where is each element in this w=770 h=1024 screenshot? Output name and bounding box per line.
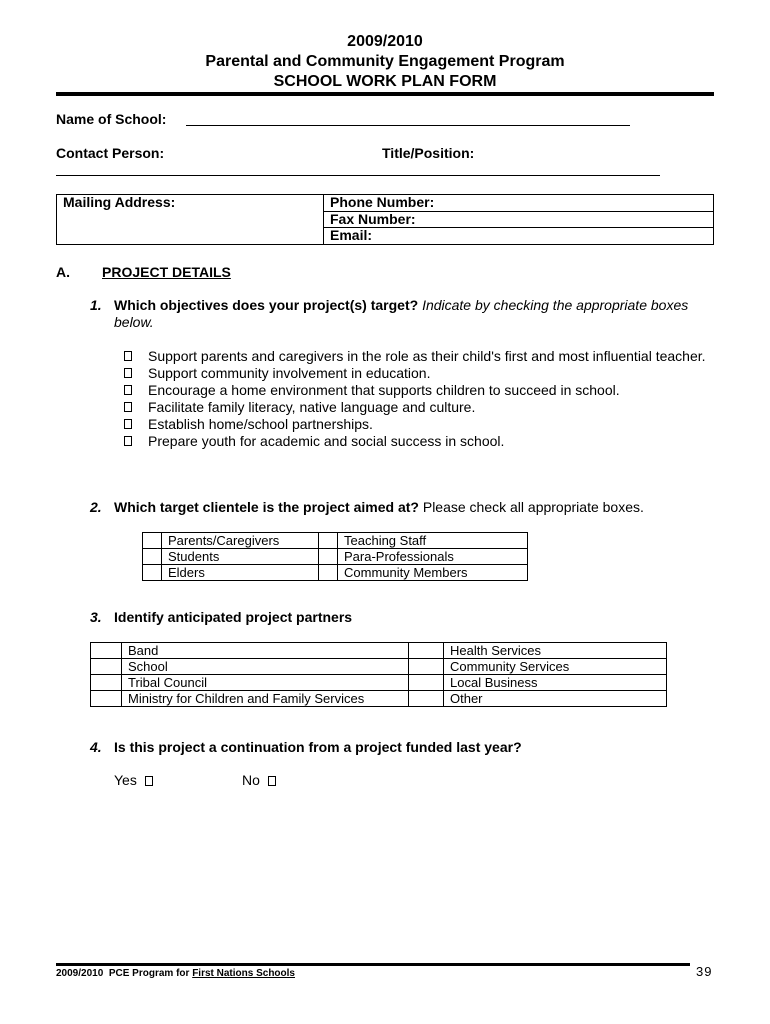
yes-checkbox[interactable] — [145, 776, 153, 786]
objective-item — [120, 348, 718, 365]
q3-num: 3. — [90, 609, 102, 625]
q1-num: 1. — [90, 297, 102, 313]
objective-label: Facilitate family literacy, native language and culture. — [148, 399, 476, 415]
q3-question: Identify anticipated project partners — [114, 609, 353, 625]
mailing-address-label: Mailing Address: — [63, 194, 176, 210]
partner-label: Ministry for Children and Family Services — [122, 691, 409, 707]
footer-rule — [56, 963, 690, 966]
partner-label: Health Services — [444, 643, 667, 659]
partner-checkbox[interactable] — [409, 659, 444, 675]
objective-checkbox[interactable] — [124, 436, 132, 446]
clientele-label: Students — [162, 549, 319, 565]
partner-label: School — [122, 659, 409, 675]
clientele-checkbox[interactable] — [319, 533, 338, 549]
contact-person-label: Contact Person: — [56, 145, 165, 161]
partner-checkbox[interactable] — [91, 675, 122, 691]
mailing-table — [56, 194, 714, 245]
clientele-label: Teaching Staff — [338, 533, 528, 549]
phone-number-label: Phone Number: — [330, 194, 435, 210]
q4-num: 4. — [90, 739, 102, 755]
footer-link: First Nations Schools — [192, 968, 295, 979]
objective-label: Encourage a home environment that supports children to succeed in school. — [148, 382, 620, 398]
q2-question: Which target clientele is the project aimed at? — [114, 499, 419, 515]
q2-instruction: Please check all appropriate boxes. — [422, 499, 644, 515]
email-label: Email: — [330, 227, 373, 244]
section-a-title: PROJECT DETAILS — [102, 264, 231, 280]
school-name-field[interactable] — [186, 125, 630, 126]
q2-num: 2. — [90, 499, 102, 515]
no-label: No — [242, 772, 260, 788]
table-row — [91, 691, 667, 707]
footer-text — [56, 968, 295, 979]
fax-number-cell[interactable] — [324, 211, 714, 228]
partner-checkbox[interactable] — [91, 643, 122, 659]
header-year: 2009/2010 — [347, 33, 423, 50]
clientele-checkbox[interactable] — [319, 549, 338, 565]
q1-text — [114, 297, 714, 331]
clientele-checkbox[interactable] — [143, 565, 162, 581]
objective-item — [120, 433, 718, 450]
objective-checkbox[interactable] — [124, 385, 132, 395]
no-checkbox[interactable] — [268, 776, 276, 786]
partner-label: Community Services — [444, 659, 667, 675]
objective-item — [120, 416, 718, 433]
table-row — [143, 533, 528, 549]
section-a-letter: A. — [56, 264, 70, 280]
clientele-label: Community Members — [338, 565, 528, 581]
clientele-label: Elders — [162, 565, 319, 581]
school-name-label: Name of School: — [56, 111, 167, 127]
mailing-address-cell[interactable] — [57, 195, 324, 245]
objective-item — [120, 382, 718, 399]
objective-checkbox[interactable] — [124, 351, 132, 361]
partner-checkbox[interactable] — [91, 659, 122, 675]
partner-label: Band — [122, 643, 409, 659]
partner-checkbox[interactable] — [409, 675, 444, 691]
clientele-checkbox[interactable] — [143, 533, 162, 549]
header-program: Parental and Community Engagement Program — [205, 53, 565, 70]
yes-option — [114, 772, 153, 788]
clientele-table — [142, 532, 528, 581]
objectives-list — [120, 348, 718, 450]
objective-label: Support community involvement in education. — [148, 365, 431, 381]
yes-label: Yes — [114, 772, 137, 788]
header-rule — [56, 92, 714, 96]
phone-number-cell[interactable] — [324, 195, 714, 212]
footer-prefix: 2009/2010 PCE Program for — [56, 968, 193, 979]
title-position-label: Title/Position: — [382, 145, 475, 161]
objective-label: Prepare youth for academic and social success in school. — [148, 433, 505, 449]
table-row — [143, 565, 528, 581]
table-row — [143, 549, 528, 565]
clientele-label: Para-Professionals — [338, 549, 528, 565]
table-row — [91, 675, 667, 691]
header-form-title: SCHOOL WORK PLAN FORM — [273, 73, 497, 90]
partner-label: Other — [444, 691, 667, 707]
objective-checkbox[interactable] — [124, 368, 132, 378]
q2-text — [114, 499, 714, 515]
clientele-label: Parents/Caregivers — [162, 533, 319, 549]
partner-label: Tribal Council — [122, 675, 409, 691]
clientele-checkbox[interactable] — [319, 565, 338, 581]
clientele-checkbox[interactable] — [143, 549, 162, 565]
table-row — [91, 659, 667, 675]
objective-checkbox[interactable] — [124, 419, 132, 429]
q1-number — [90, 297, 102, 313]
page-number: 39 — [696, 964, 713, 979]
partner-checkbox[interactable] — [409, 643, 444, 659]
objective-label: Establish home/school partnerships. — [148, 416, 373, 432]
q1-question: Which objectives does your project(s) target? — [114, 297, 419, 313]
objective-item — [120, 365, 718, 382]
contact-person-field[interactable] — [56, 175, 660, 176]
partner-checkbox[interactable] — [91, 691, 122, 707]
objective-checkbox[interactable] — [124, 402, 132, 412]
q4-question: Is this project a continuation from a project funded last year? — [114, 739, 522, 755]
partners-table — [90, 642, 667, 707]
objective-item — [120, 399, 718, 416]
email-cell[interactable] — [324, 228, 714, 245]
q1-instruction: Indicate by checking the appropriate boxes below. — [114, 297, 689, 330]
document-header — [0, 32, 770, 92]
partner-checkbox[interactable] — [409, 691, 444, 707]
objective-label: Support parents and caregivers in the role as their child's first and most influential teacher. — [148, 348, 706, 364]
fax-number-label: Fax Number: — [330, 210, 416, 227]
partner-label: Local Business — [444, 675, 667, 691]
table-row — [91, 643, 667, 659]
no-option — [242, 772, 276, 788]
